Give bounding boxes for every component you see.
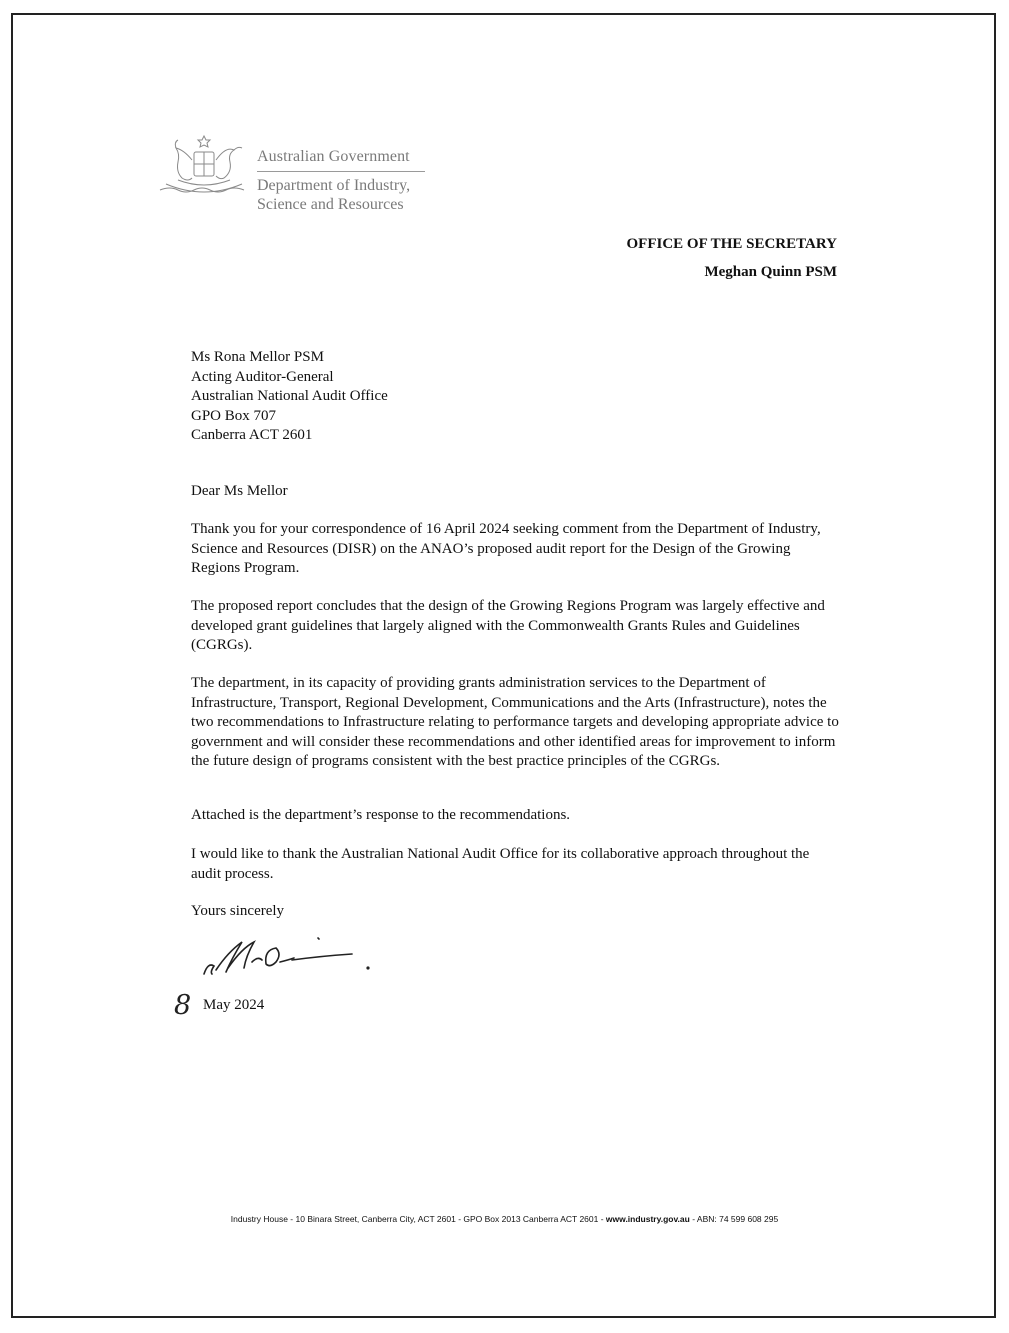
address-line: Ms Rona Mellor PSM xyxy=(191,349,324,365)
paragraph: The department, in its capacity of providing grants administration services to the Department of Infrastructure, Transport, Regional Development, Communications and the Arts (Infrastructure), notes the two recommendations to Infrastructure relating to performance targets and developing appropriate advice to government and will consider these recommendations and other identified areas for improvement to inform the future design of programs consistent with the best practice principles of the CGRGs. xyxy=(191,675,839,769)
closing: Yours sincerely xyxy=(191,903,285,919)
address-line: Acting Auditor-General xyxy=(191,368,334,385)
coat-of-arms-icon xyxy=(158,130,250,204)
paragraph: The proposed report concludes that the design of the Growing Regions Program was largely effective and developed grant guidelines that largely aligned with the Commonwealth Grants Rules and Guidelines (CGRGs). xyxy=(191,598,825,653)
footer-abn: - ABN: 74 599 608 295 xyxy=(689,1214,779,1224)
handwritten-signature xyxy=(196,934,386,984)
secretary-name: Meghan Quinn PSM xyxy=(704,264,837,280)
letterhead-logo xyxy=(158,130,438,220)
footer xyxy=(0,1214,1009,1224)
paragraph: Thank you for your correspondence of 16 April 2024 seeking comment from the Department of Industry, Science and Resources (DISR) on the ANAO’s proposed audit report for the Design of the Growing Regions Program. xyxy=(191,521,821,576)
date-day-handwritten: 8 xyxy=(174,990,192,1021)
department-name: Department of Industry, Science and Resources xyxy=(257,177,411,213)
footer-website: www.industry.gov.au xyxy=(605,1214,690,1224)
address-line: Canberra ACT 2601 xyxy=(191,427,313,443)
paragraph: Attached is the department’s response to the recommendations. xyxy=(191,807,571,823)
government-name: Australian Government xyxy=(257,148,410,165)
address-line: GPO Box 707 xyxy=(191,407,277,424)
office-block xyxy=(627,230,837,286)
date-text: May 2024 xyxy=(203,997,265,1013)
office-title: OFFICE OF THE SECRETARY xyxy=(626,236,837,252)
recipient-address xyxy=(191,348,388,446)
footer-address: Industry House - 10 Binara Street, Canberra City, ACT 2601 - GPO Box 2013 Canberra ACT 2601 - xyxy=(230,1214,606,1224)
salutation: Dear Ms Mellor xyxy=(191,483,288,499)
address-line: Australian National Audit Office xyxy=(191,388,388,404)
letterhead-divider xyxy=(257,171,425,172)
paragraph: I would like to thank the Australian National Audit Office for its collaborative approach throughout the audit process. xyxy=(191,846,810,882)
